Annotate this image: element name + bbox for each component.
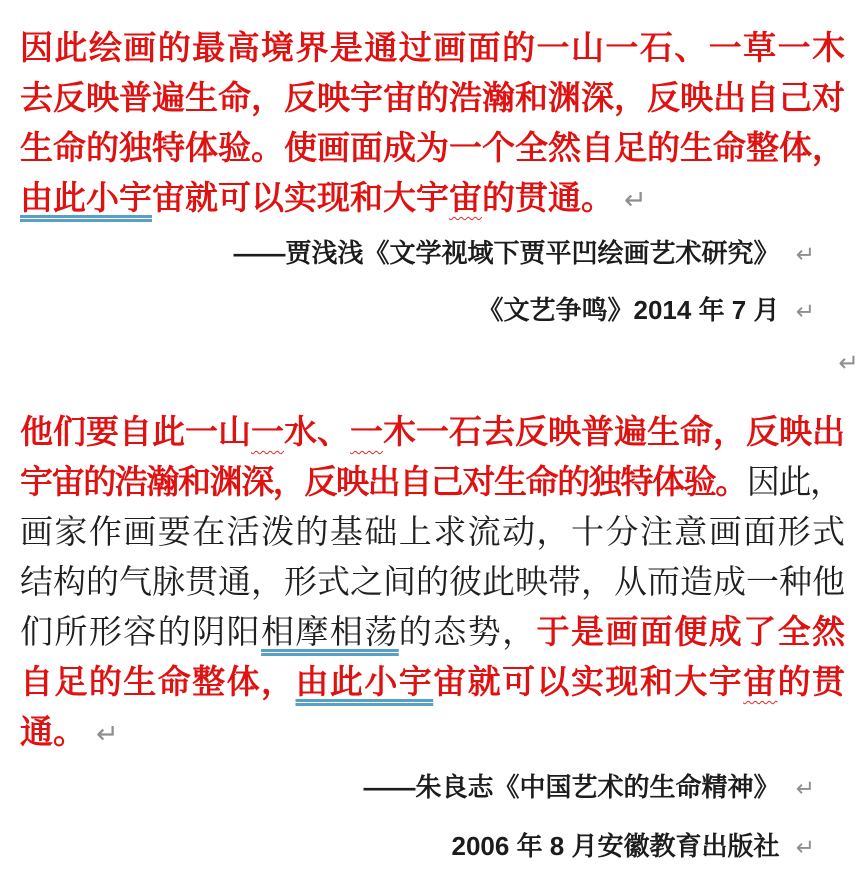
text-line	[20, 73, 845, 123]
attribution-2	[0, 282, 867, 339]
text-segment: 于是画面便成了全然	[536, 613, 846, 650]
text-segment: 的贯	[777, 663, 846, 700]
text-segment: 木一石去反映普遍生命，反映出	[383, 413, 845, 450]
text-segment: 水、	[284, 413, 350, 450]
text-line	[20, 657, 845, 707]
quote-paragraph-2	[0, 387, 867, 759]
text-line	[20, 507, 845, 557]
grammar-underline-text: 由此小宇	[20, 179, 152, 216]
grammar-underline-text: 由此小宇	[295, 663, 434, 700]
text-line	[20, 457, 845, 507]
text-line	[20, 23, 845, 73]
text-segment: 他们要自此一山	[20, 413, 251, 450]
text-segment: 因此，	[746, 463, 842, 500]
text-line	[20, 607, 845, 657]
attribution-3-text: ——朱良志《中国艺术的生命精神》	[363, 772, 780, 802]
spellcheck-wavy-text: 宙	[449, 179, 482, 216]
text-segment: 的态势，	[398, 613, 537, 650]
paragraph-mark-icon: ↵	[624, 185, 647, 215]
attribution-1-text: ——贾浅浅《文学视域下贾平凹绘画艺术研究》	[233, 238, 780, 268]
grammar-underline-text: 相摩相荡	[261, 613, 399, 650]
text-line	[20, 123, 845, 173]
text-segment: 的贯通。	[482, 179, 614, 216]
paragraph-mark-icon: ↵	[838, 350, 859, 377]
text-segment: 结构的气脉贯通，形式之间的彼此映带，从而造成一种他	[20, 563, 845, 600]
paragraph-mark-icon: ↵	[795, 834, 815, 860]
paragraph-mark-icon: ↵	[795, 241, 815, 267]
spellcheck-wavy-text: 一	[350, 413, 383, 450]
paragraph-mark-icon: ↵	[795, 298, 815, 324]
text-segment: 宙就可以实现和大宇	[152, 179, 449, 216]
text-segment: 因此绘画的最高境界是通过画面的一山一石、一草一木	[20, 29, 845, 66]
text-line	[20, 557, 845, 607]
text-line	[20, 173, 845, 225]
text-line	[20, 707, 845, 759]
text-line	[20, 407, 845, 457]
spellcheck-wavy-text: 一	[251, 413, 284, 450]
quote-paragraph-1	[0, 0, 867, 225]
attribution-1	[0, 225, 867, 282]
text-segment: 画家作画要在活泼的基础上求流动，十分注意画面形式	[20, 513, 845, 550]
attribution-4-text: 2006 年 8 月安徽教育出版社	[451, 831, 780, 861]
spellcheck-wavy-text: 宙	[743, 663, 778, 700]
text-segment: 们所形容的阴阳	[20, 613, 262, 650]
attribution-2-text: 《文艺争鸣》2014 年 7 月	[477, 295, 780, 325]
attribution-3	[0, 759, 867, 816]
text-segment: 自足的生命整体，	[20, 663, 296, 700]
paragraph-mark-icon: ↵	[96, 719, 119, 749]
text-segment: 生命的独特体验。使画面成为一个全然自足的生命整体，	[20, 129, 845, 166]
text-segment: 通。	[20, 713, 86, 750]
text-segment: 去反映普遍生命，反映宇宙的浩瀚和渊深，反映出自己对	[20, 79, 845, 116]
empty-paragraph	[0, 339, 867, 387]
paragraph-mark-icon: ↵	[795, 775, 815, 801]
text-segment: 宙就可以实现和大宇	[433, 663, 744, 700]
text-segment: 宇宙的浩瀚和渊深，反映出自己对生命的独特体验。	[20, 463, 747, 500]
attribution-4	[0, 816, 867, 877]
